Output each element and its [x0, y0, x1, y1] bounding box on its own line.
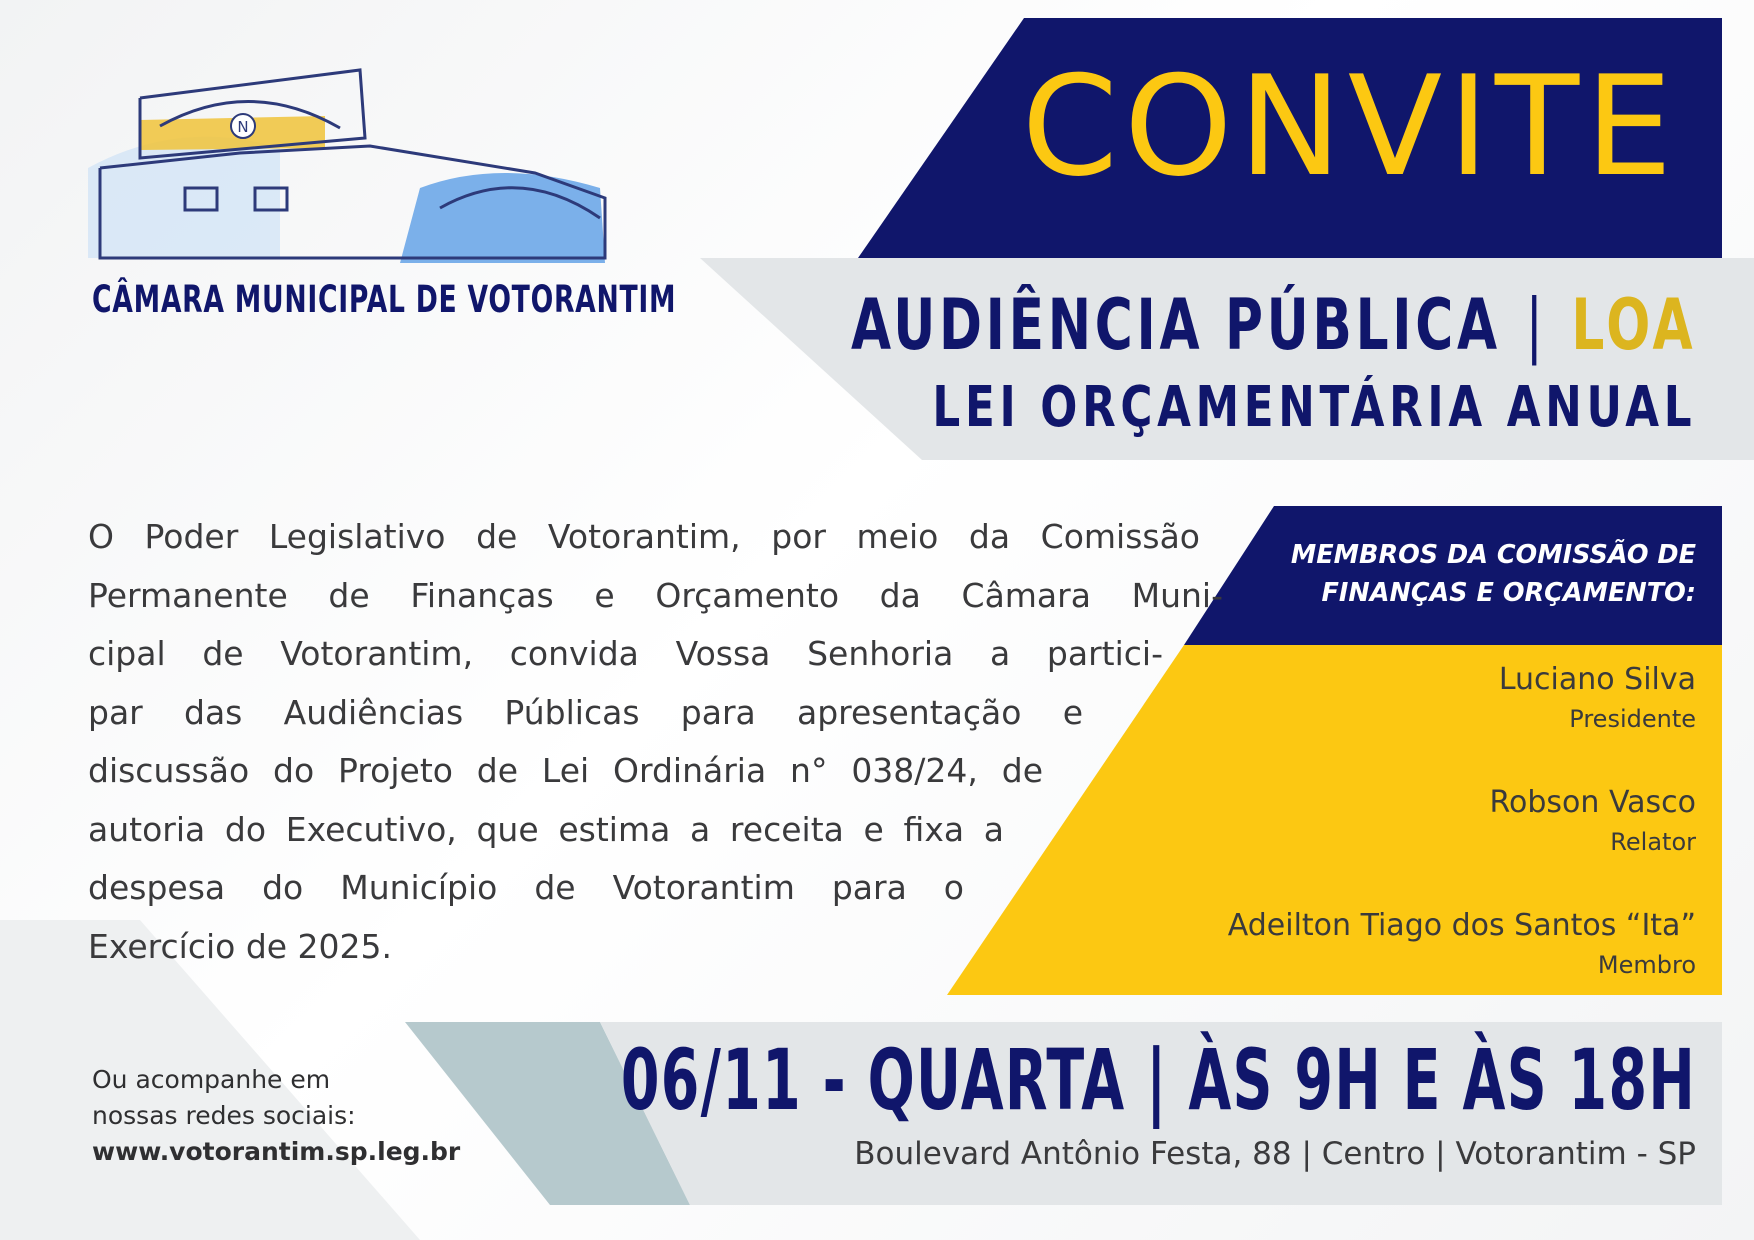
body-line: discussão do Projeto de Lei Ordinária n° 038/24, de: [88, 751, 1043, 790]
event-times: ÀS 9H E ÀS 18H: [1188, 1031, 1696, 1129]
event-address: Boulevard Antônio Festa, 88 | Centro | Votorantim - SP: [854, 1136, 1696, 1172]
body-line: despesa do Município de Votorantim para o: [88, 868, 964, 907]
event-date: 06/11 - QUARTA: [620, 1031, 1126, 1129]
date-separator: |: [1146, 1031, 1168, 1129]
committee-title-line: FINANÇAS E ORÇAMENTO:: [1321, 578, 1696, 608]
event-acronym: LOA: [1570, 284, 1696, 366]
member-name-member: Adeilton Tiago dos Santos “Ita”: [1227, 908, 1696, 943]
body-line: Permanente de Finanças e Orçamento da Câmara Muni-: [88, 575, 1223, 615]
committee-title-line: MEMBROS DA COMISSÃO DE: [1290, 540, 1696, 570]
member-name-president: Luciano Silva: [1498, 662, 1696, 697]
invitation-title: CONVITE: [1021, 46, 1679, 207]
event-date-time: [620, 1031, 1696, 1129]
member-role-president: Presidente: [1569, 705, 1696, 733]
event-name-line: [850, 284, 1696, 366]
follow-text: Ou acompanhe em: [92, 1065, 331, 1094]
member-role-member: Membro: [1597, 951, 1696, 979]
follow-text: nossas redes sociais:: [92, 1101, 356, 1130]
committee-title: [1291, 536, 1696, 612]
body-line: Exercício de 2025.: [88, 926, 393, 966]
event-subtitle: LEI ORÇAMENTÁRIA ANUAL: [932, 375, 1696, 440]
seal-letter: N: [237, 118, 249, 136]
body-line: cipal de Votorantim, convida Vossa Senhoria a partici-: [88, 634, 1163, 673]
body-line: par das Audiências Públicas para apresentação e: [88, 692, 1083, 732]
title-separator: |: [1525, 284, 1547, 366]
body-line: autoria do Executivo, que estima a receita e fixa a: [88, 809, 1004, 849]
member-name-rapporteur: Robson Vasco: [1489, 785, 1696, 820]
body-line: O Poder Legislativo de Votorantim, por meio da Comissão: [88, 517, 1200, 556]
social-follow: [92, 1062, 460, 1170]
website-link[interactable]: www.votorantim.sp.leg.br: [92, 1137, 461, 1166]
city-hall-building-icon: [80, 58, 620, 283]
member-role-rapporteur: Relator: [1610, 828, 1696, 856]
event-name: AUDIÊNCIA PÚBLICA: [850, 284, 1501, 366]
invitation-body: [88, 508, 1223, 976]
institution-name: CÂMARA MUNICIPAL DE VOTORANTIM: [92, 278, 677, 321]
